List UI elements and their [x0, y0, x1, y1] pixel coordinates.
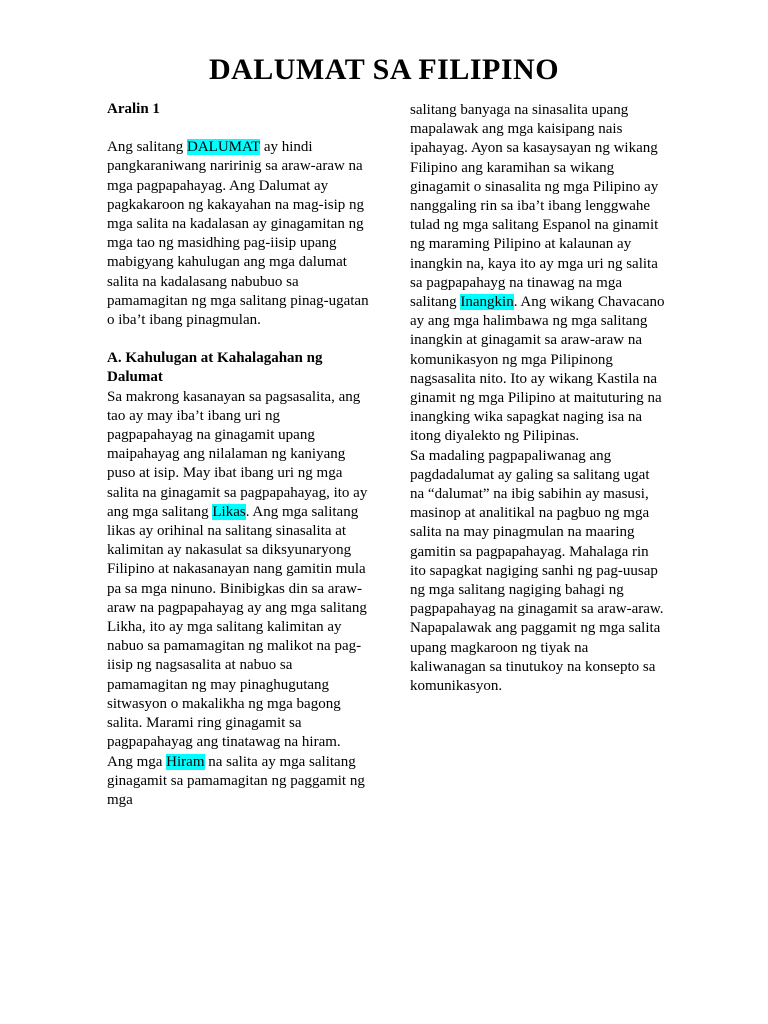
highlight-hiram: Hiram — [166, 753, 205, 770]
intro-text-post: ay hindi pangkaraniwang naririnig sa araw-araw na mga pagpapahayag. Ang Dalumat ay pagkakaroon ng kakayahan na mag-isip ng mga salita na kadalasan ay ginagamitan ng mga tao ng masidhing pag-iisip upang mabigyang kahulugan ang mga dalumat salita na kadalasang nabubuo sa pamamagitan ng mga salitang pinag-ugatan o iba’t ibang pinagmulan. — [107, 139, 369, 329]
highlight-likas: Likas — [212, 503, 246, 520]
left-column — [107, 100, 369, 810]
highlight-dalumat: DALUMAT — [187, 139, 261, 156]
lesson-label: Aralin 1 — [107, 101, 160, 117]
intro-text-pre: Ang salitang — [107, 139, 187, 156]
paragraph-text: salitang banyaga na sinasalita upang mapalawak ang mga kaisipang nais ipahayag. Ayon sa kasaysayan ng wikang Filipino ang karamihan sa wikang ginagamit o sinasalita ng mga Pilipino ay nanggaling rin sa iba’t ibang lenggwahe tulad ng mga salitang Espanol na ginamit ng maraming Pilipino at kalaunan ay inangkin na, kaya ito ay mga uri ng salita sa pagpapahayg na tinawag na mga salitang — [410, 102, 659, 311]
paragraph-text: . Ang mga salitang likas ay orihinal na salitang sinasalita at kalimitan ay nakasulat sa diksyunaryong Filipino at nakasanayan nang gamitin mula pa sa mga ninuno. Binibigkas din sa araw-araw na pagpapahayag ay ang mga salitang Likha, ito ay mga salitang kalimitan ay nabuo sa pamamagitan ng malikot na pag-iisip ng nagsasalita at nabuo sa pamamagitan ng may pinaghugutang sitwasyon o makalikha ng mga bagong salita. Marami ring ginagamit sa pagpapahayag ang tinatawag na hiram. Ang mga — [107, 503, 367, 770]
section-a-heading: A. Kahulugan at Kahalagahan ng Dalumat — [107, 350, 323, 386]
paragraph-text: na salita ay mga salitang ginagamit sa pamamagitan ng paggamit ng mga — [107, 753, 365, 808]
section-a-paragraph-2: Sa madaling pagpapaliwanag ang pagdadalumat ay galing sa salitang ugat na “dalumat” na ibig sabihin ay masusi, masinop at analitikal na pagbuo ng mga salita na may pinagmulan na maaring gamitin sa pagpapahayag. Mahalaga rin ito sapagkat nagiging sanhi ng pag-uusap ng mga salitang nagiging bahagi ng pagpapahayag na ginagamit sa araw-araw. Napapalawak ang paggamit ng mga salita upang magkaroon ng tiyak na kaliwanagan sa tinutukoy na konsepto sa komunikasyon. — [410, 447, 664, 695]
section-a-paragraph-part1 — [107, 388, 369, 810]
paragraph-text: Sa makrong kasanayan sa pagsasalita, ang tao ay may iba’t ibang uri ng pagpapahayag na ginagamit upang maipahayag ang nilalaman ng kaniyang puso at isip. May ibat ibang uri ng mga salita na ginagamit sa pagpapahayag, ito ay ang mga salitang — [107, 388, 368, 520]
right-column — [410, 101, 665, 696]
section-a-paragraph-part2 — [410, 101, 665, 447]
intro-paragraph — [107, 138, 369, 330]
highlight-inangkin: Inangkin — [460, 294, 514, 311]
document-title: DALUMAT SA FILIPINO — [208, 53, 560, 86]
paragraph-text: . Ang wikang Chavacano ay ang mga halimbawa ng mga salitang inangkin at ginagamit sa araw-araw na komunikasyon ng mga Pilipinong nagsasalita nito. Ito ay wikang Kastila na ginamit ng mga Pilipino at maituturing na inangking wika sapagkat naging isa na itong diyalekto ng Pilipinas. — [410, 294, 665, 445]
